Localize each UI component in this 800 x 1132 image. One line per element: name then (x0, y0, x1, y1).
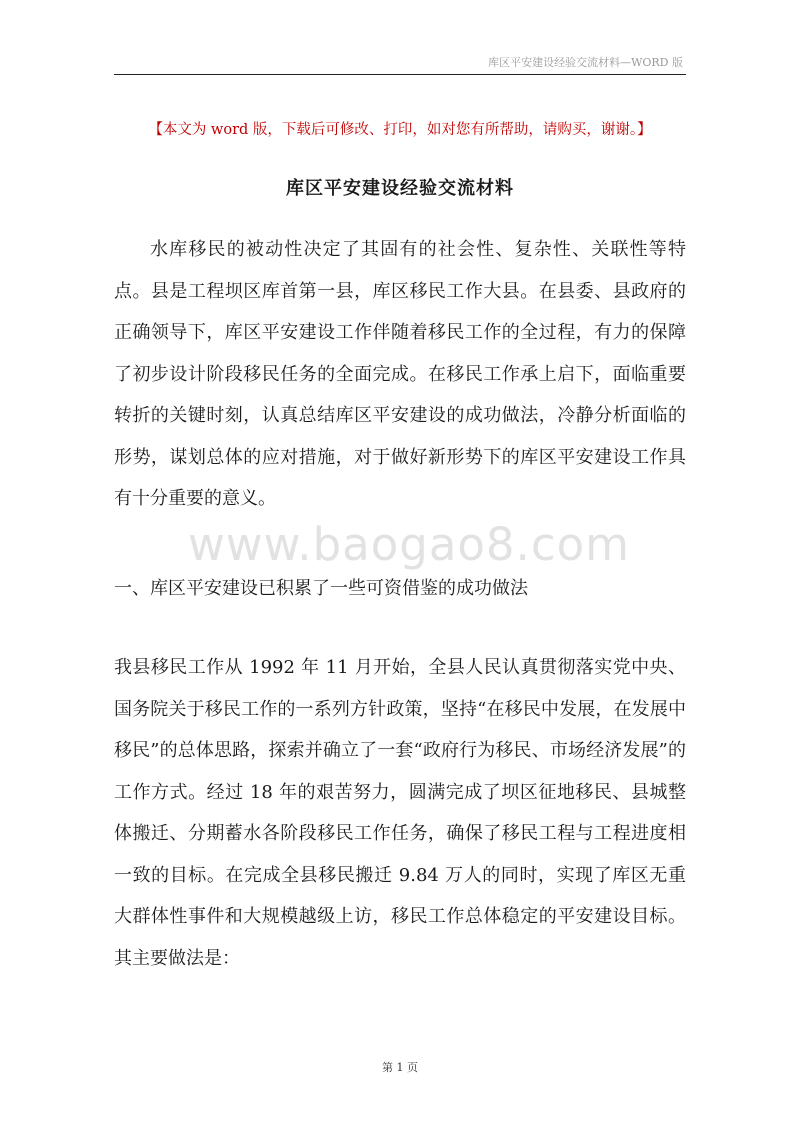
body-paragraph: 我县移民工作从 1992 年 11 月开始，全县人民认真贯彻落实党中央、国务院关于移民工作的一系列方针政策，坚持“在移民中发展，在发展中移民”的总体思路，探索并确立了一套“政府行为移民、市场经济发展”的工作方式。经过 18 年的艰苦努力，圆满完成了坝区征地移民、县城整体搬迁、分期蓄水各阶段移民工作任务，确保了移民工程与工程进度相一致的目标。在完成全县移民搬迁 9.84 万人的同时，实现了库区无重大群体性事件和大规模越级上访，移民工作总体稳定的平安建设目标。其主要做法是： (114, 657, 686, 969)
page-number: 第 1 页 (382, 1061, 418, 1074)
section-heading: 一、库区平安建设已积累了一些可资借鉴的成功做法 (114, 578, 528, 599)
purchase-notice: 【本文为 word 版，下载后可修改、打印，如对您有所帮助，请购买，谢谢。】 (148, 122, 652, 138)
page-header-text: 库区平安建设经验交流材料—WORD 版 (488, 56, 683, 69)
watermark-text: www.baogao8.com (188, 518, 630, 571)
document-title: 库区平安建设经验交流材料 (286, 178, 514, 199)
intro-paragraph: 水库移民的被动性决定了其固有的社会性、复杂性、关联性等特点。县是工程坝区库首第一县，库区移民工作大县。在县委、县政府的正确领导下，库区平安建设工作伴随着移民工作的全过程，有力的保障了初步设计阶段移民任务的全面完成。在移民工作承上启下，面临重要转折的关键时刻，认真总结库区平安建设的成功做法，冷静分析面临的形势，谋划总体的应对措施，对于做好新形势下的库区平安建设工作具有十分重要的意义。 (114, 239, 686, 509)
header-divider (114, 74, 686, 75)
